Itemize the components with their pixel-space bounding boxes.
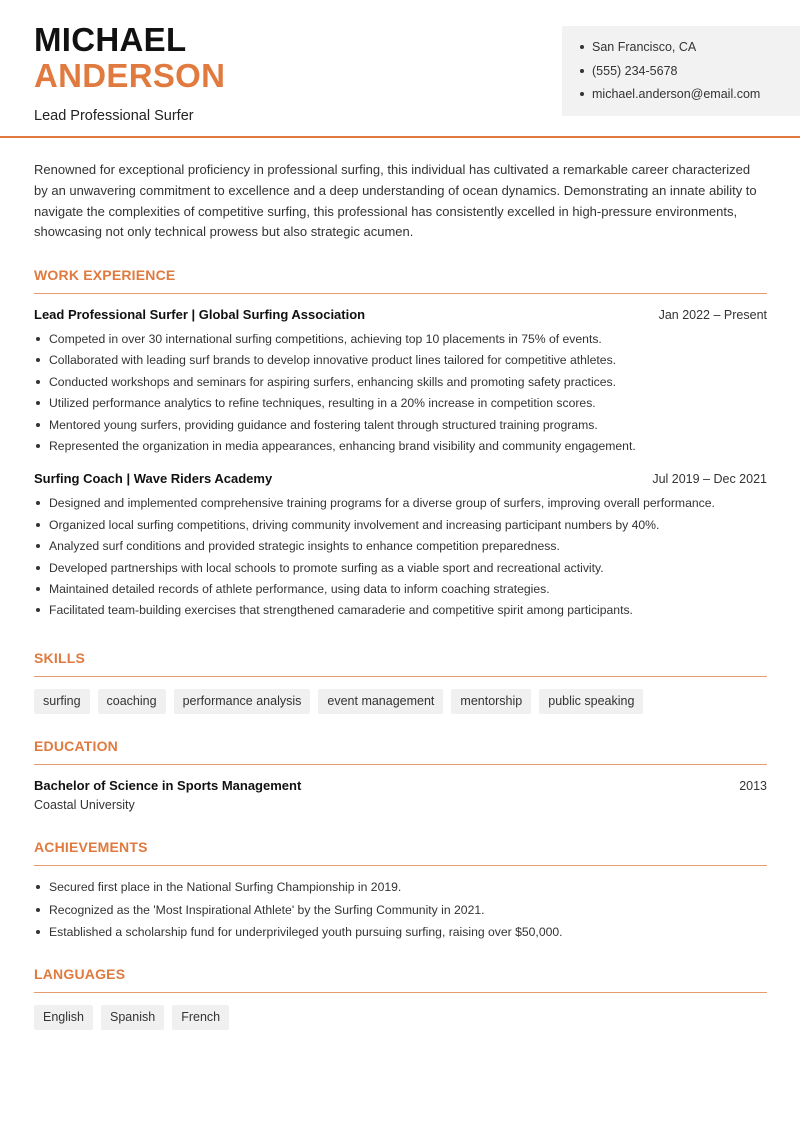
- bullet-icon: [580, 69, 584, 73]
- bullet-icon: [580, 45, 584, 49]
- job-entry: [34, 471, 767, 622]
- list-item-text: Analyzed surf conditions and provided strategic insights to enhance competition preparedness.: [49, 539, 560, 554]
- list-item: [34, 923, 767, 946]
- language-chip: English: [34, 1005, 93, 1030]
- bullet-icon: [36, 380, 40, 384]
- skill-chip: surfing: [34, 689, 90, 714]
- education-section: [34, 738, 767, 812]
- list-item-text: Competed in over 30 international surfing competitions, achieving top 10 placements in 75% of events.: [49, 332, 602, 346]
- job-role: Lead Professional Surfer | Global Surfing Association: [34, 307, 366, 322]
- section-divider: [34, 676, 767, 677]
- education-year: 2013: [739, 779, 767, 793]
- list-item: [34, 537, 767, 558]
- section-title-languages: LANGUAGES: [34, 966, 126, 982]
- job-title: Lead Professional Surfer: [34, 108, 194, 124]
- language-chip: French: [172, 1005, 229, 1030]
- list-item: [34, 494, 767, 515]
- list-item: [34, 516, 767, 537]
- list-item: [34, 437, 767, 458]
- job-bullets: [34, 494, 767, 622]
- skills-chips: [34, 689, 767, 714]
- language-chip: Spanish: [101, 1005, 164, 1030]
- list-item: [34, 580, 767, 601]
- resume-body: [34, 160, 767, 1024]
- list-item: [34, 394, 767, 415]
- contact-location: [578, 38, 800, 62]
- list-item-text: Organized local surfing competitions, driving community involvement and increasing participant numbers by 40%.: [49, 517, 660, 532]
- list-item: [34, 601, 767, 622]
- section-divider: [34, 865, 767, 866]
- bullet-icon: [36, 423, 40, 427]
- job-dates: Jul 2019 – Dec 2021: [652, 472, 767, 487]
- bullet-icon: [36, 337, 40, 341]
- bullet-icon: [36, 885, 40, 889]
- bullet-icon: [36, 908, 40, 912]
- bullet-icon: [36, 444, 40, 448]
- bullet-icon: [36, 544, 40, 548]
- job-role: Surfing Coach | Wave Riders Academy: [34, 471, 273, 487]
- bullet-icon: [36, 401, 40, 405]
- contact-box: [562, 26, 800, 116]
- skill-chip: coaching: [98, 689, 166, 714]
- skill-chip: performance analysis: [174, 689, 311, 714]
- list-item-text: Established a scholarship fund for underprivileged youth pursuing surfing, raising over $50,000.: [49, 925, 563, 940]
- contact-email: [578, 85, 800, 109]
- skill-chip: mentorship: [451, 689, 531, 714]
- list-item-text: Conducted workshops and seminars for aspiring surfers, enhancing skills and promoting safety practices.: [49, 374, 616, 389]
- summary-paragraph: Renowned for exceptional proficiency in professional surfing, this individual has cultivated a remarkable career characterized by an unwavering commitment to excellence and a deep understanding of ocean dynamics. Demonstrating an innate ability to navigate the complexities of competitive surfing, this professional has consistently excelled in high-pressure environments, showcasing not only technical prowess but also strategic acumen.: [34, 162, 757, 240]
- last-name: ANDERSON: [34, 57, 226, 94]
- education-header: [34, 778, 767, 793]
- section-title-education: EDUCATION: [34, 738, 118, 754]
- skill-chip: event management: [318, 689, 443, 714]
- job-dates: Jan 2022 – Present: [658, 308, 767, 322]
- section-divider: [34, 992, 767, 993]
- list-item: [34, 878, 767, 901]
- section-divider: [34, 764, 767, 765]
- section-title-achievements: ACHIEVEMENTS: [34, 839, 148, 855]
- list-item: [34, 901, 767, 924]
- list-item-text: Developed partnerships with local schools to promote surfing as a viable sport and recreational activity.: [49, 560, 604, 575]
- list-item-text: Represented the organization in media appearances, enhancing brand visibility and community engagement.: [49, 438, 636, 453]
- list-item-text: Utilized performance analytics to refine techniques, resulting in a 20% increase in competition scores.: [49, 396, 596, 411]
- bullet-icon: [36, 930, 40, 934]
- contact-phone: [578, 62, 800, 86]
- job-header: [34, 471, 767, 486]
- list-item-text: Secured first place in the National Surfing Championship in 2019.: [49, 880, 402, 894]
- list-item: [34, 559, 767, 580]
- section-title-work: WORK EXPERIENCE: [34, 267, 176, 283]
- list-item-text: Maintained detailed records of athlete performance, using data to inform coaching strategies.: [49, 581, 550, 596]
- list-item-text: Mentored young surfers, providing guidance and fostering talent through structured training programs.: [49, 417, 598, 432]
- bullet-icon: [36, 608, 40, 612]
- list-item: [34, 330, 767, 351]
- contact-phone-text: (555) 234-5678: [592, 63, 678, 78]
- bullet-icon: [36, 566, 40, 570]
- list-item-text: Designed and implemented comprehensive training programs for a diverse group of surfers, improving overall performance.: [49, 496, 715, 511]
- resume-header: [0, 0, 800, 138]
- skills-section: [34, 650, 767, 714]
- contact-email-text: michael.anderson@email.com: [592, 87, 761, 101]
- bullet-icon: [36, 358, 40, 362]
- list-item: [34, 416, 767, 437]
- contact-location-text: San Francisco, CA: [592, 40, 697, 54]
- languages-section: [34, 966, 767, 1030]
- bullet-icon: [580, 92, 584, 96]
- list-item-text: Collaborated with leading surf brands to develop innovative product lines tailored for competitive athletes.: [49, 353, 617, 368]
- first-name: MICHAEL: [34, 21, 187, 58]
- achievements-section: [34, 839, 767, 946]
- bullet-icon: [36, 587, 40, 591]
- list-item-text: Facilitated team-building exercises that strengthened camaraderie and competitive spirit among participants.: [49, 603, 633, 618]
- job-bullets: [34, 330, 767, 458]
- list-item: [34, 351, 767, 372]
- section-divider: [34, 293, 767, 294]
- job-entry: [34, 307, 767, 458]
- list-item-text: Recognized as the 'Most Inspirational Athlete' by the Surfing Community in 2021.: [49, 902, 485, 917]
- name-block: [34, 22, 225, 124]
- bullet-icon: [36, 501, 40, 505]
- education-entry: [34, 778, 767, 812]
- bullet-icon: [36, 523, 40, 527]
- achievements-list: [34, 878, 767, 946]
- job-header: [34, 307, 767, 322]
- skill-chip: public speaking: [539, 689, 643, 714]
- education-school: Coastal University: [34, 798, 135, 812]
- list-item: [34, 373, 767, 394]
- languages-chips: [34, 1005, 767, 1030]
- section-title-skills: SKILLS: [34, 650, 85, 666]
- work-experience-section: [34, 267, 767, 623]
- education-degree: Bachelor of Science in Sports Management: [34, 778, 302, 793]
